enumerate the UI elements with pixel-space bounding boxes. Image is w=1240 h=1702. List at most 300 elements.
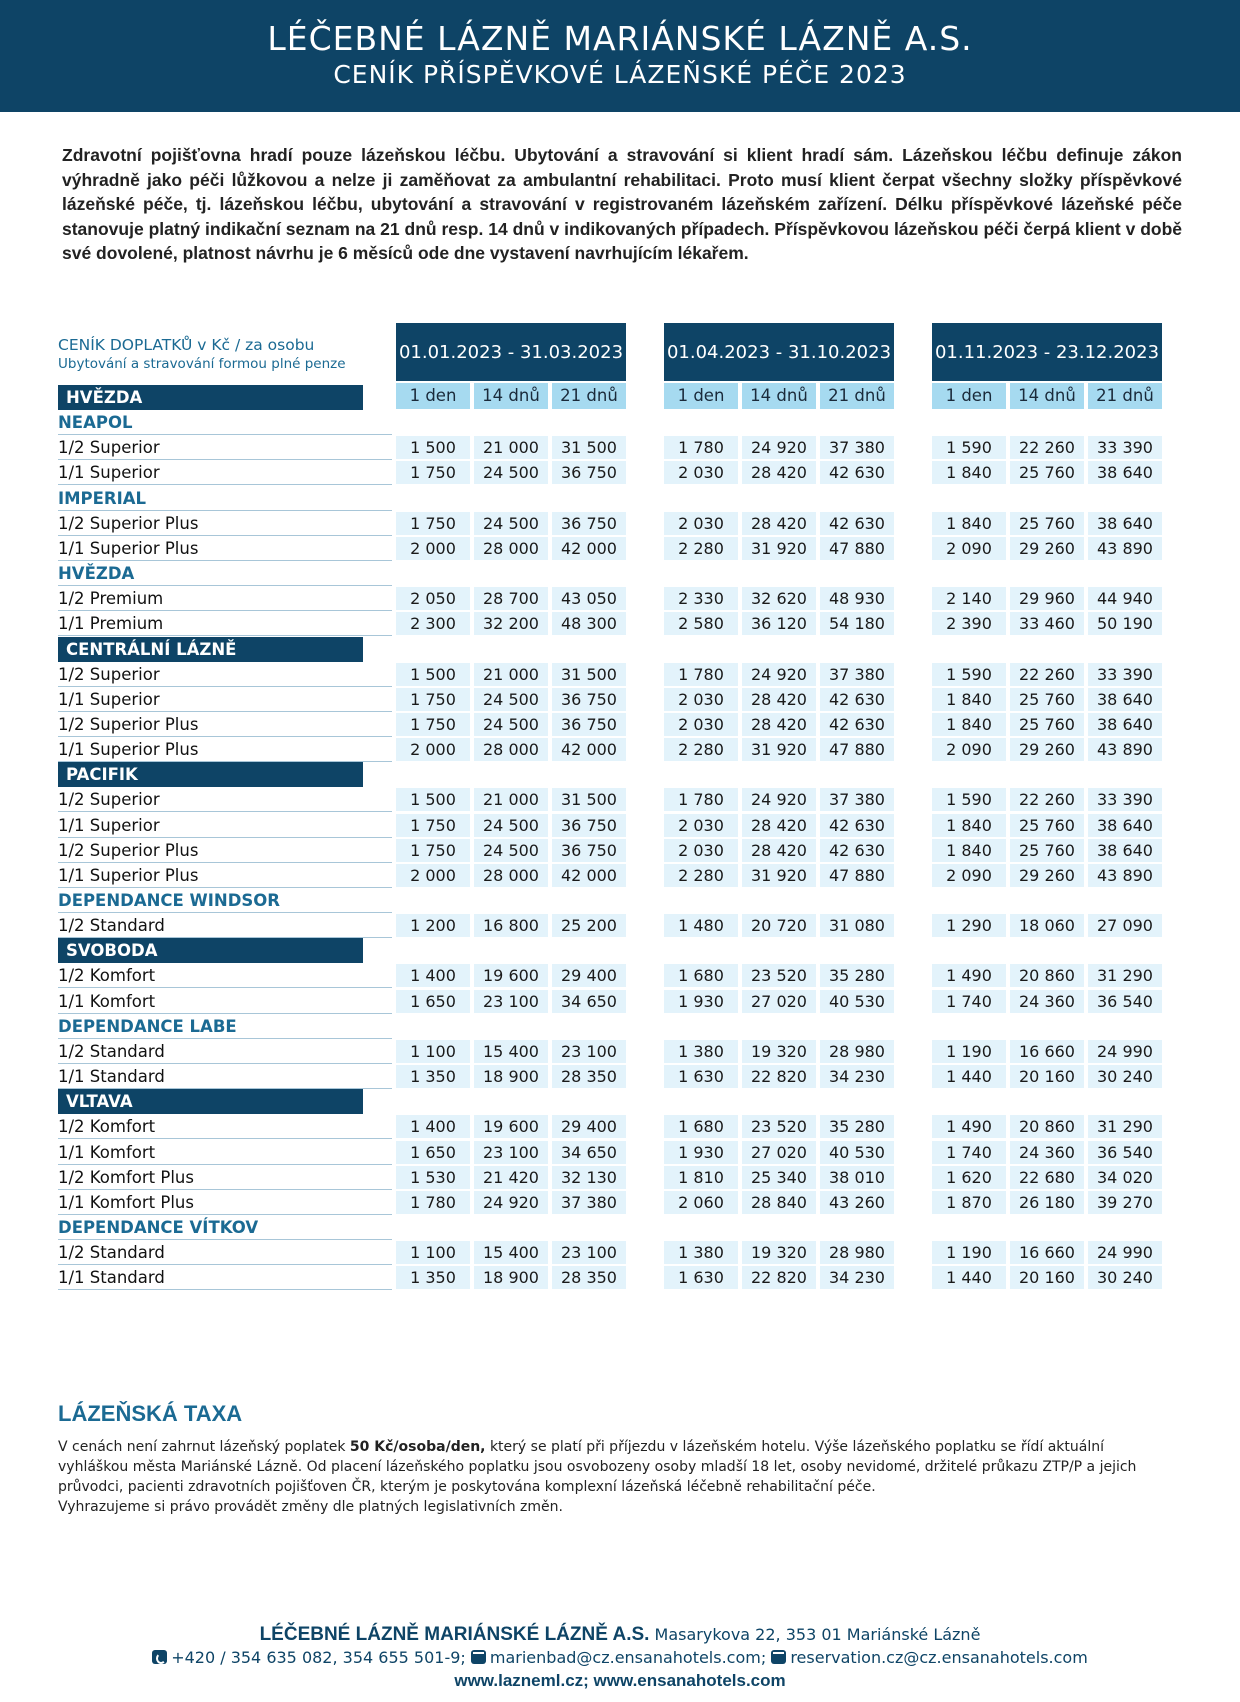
footer-phone: +420 / 354 635 082, 354 655 501-9;: [171, 1648, 466, 1667]
room-type: 1/2 Komfort: [58, 963, 392, 988]
price-cell: 34 230: [820, 1266, 894, 1289]
price-cell: 28 420: [742, 512, 816, 535]
price-cell: 1 840: [932, 713, 1006, 736]
table-row: [58, 611, 1183, 636]
price-cell: 33 460: [1010, 612, 1084, 635]
price-cell: 19 600: [474, 964, 548, 987]
price-cell: 33 390: [1088, 788, 1162, 811]
email-icon: [771, 1650, 786, 1664]
price-cell: 25 200: [552, 914, 626, 937]
price-cell: 25 760: [1010, 839, 1084, 862]
price-cell: 2 280: [664, 738, 738, 761]
price-cell: 2 140: [932, 587, 1006, 610]
price-cell: 29 260: [1010, 864, 1084, 887]
price-cell: 42 630: [820, 839, 894, 862]
room-type: 1/1 Komfort Plus: [58, 1190, 392, 1215]
price-cell: 16 660: [1010, 1241, 1084, 1264]
price-cell: 1 750: [396, 814, 470, 837]
price-cell: 24 360: [1010, 990, 1084, 1013]
price-cell: 29 400: [552, 964, 626, 987]
room-type: 1/1 Superior: [58, 687, 392, 712]
price-cell: 1 630: [664, 1065, 738, 1088]
hotel-name: VLTAVA: [58, 1089, 363, 1114]
room-type: 1/1 Superior Plus: [58, 536, 392, 561]
price-cell: 42 630: [820, 713, 894, 736]
price-cell: 1 870: [932, 1191, 1006, 1214]
price-cell: 43 050: [552, 587, 626, 610]
price-cell: 31 080: [820, 914, 894, 937]
room-type: 1/1 Komfort: [58, 1140, 392, 1165]
email-icon: [471, 1650, 486, 1664]
table-row: [58, 787, 1183, 812]
price-cell: 1 840: [932, 814, 1006, 837]
price-cell: 20 720: [742, 914, 816, 937]
spa-tax-title: LÁZEŇSKÁ TAXA: [58, 1401, 243, 1426]
price-cell: 42 630: [820, 814, 894, 837]
price-cell: 1 350: [396, 1266, 470, 1289]
price-cell: 2 090: [932, 864, 1006, 887]
price-cell: 36 750: [552, 512, 626, 535]
price-cell: 23 520: [742, 1115, 816, 1138]
room-type: 1/1 Standard: [58, 1064, 392, 1089]
price-cell: 1 590: [932, 436, 1006, 459]
table-row: [58, 586, 1183, 611]
price-cell: 47 880: [820, 864, 894, 887]
room-type: 1/1 Superior Plus: [58, 737, 392, 762]
price-cell: 20 160: [1010, 1266, 1084, 1289]
price-cell: 30 240: [1088, 1266, 1162, 1289]
price-cell: 19 320: [742, 1241, 816, 1264]
price-cell: 1 290: [932, 914, 1006, 937]
price-cell: 20 860: [1010, 964, 1084, 987]
table-row: [58, 1240, 1183, 1265]
footer-company-line: [0, 1624, 1240, 1646]
phone-icon: [152, 1650, 167, 1664]
price-cell: 38 640: [1088, 688, 1162, 711]
hotel-heading-row: [58, 385, 1183, 410]
room-type: 1/1 Superior: [58, 813, 392, 838]
price-cell: 20 160: [1010, 1065, 1084, 1088]
price-cell: 1 650: [396, 1141, 470, 1164]
price-cell: 24 500: [474, 512, 548, 535]
price-cell: 2 050: [396, 587, 470, 610]
price-cell: 28 840: [742, 1191, 816, 1214]
footer-email-2[interactable]: reservation.cz@cz.ensanahotels.com: [790, 1648, 1088, 1667]
price-cell: 42 630: [820, 688, 894, 711]
table-row: [58, 460, 1183, 485]
price-cell: 31 290: [1088, 1115, 1162, 1138]
price-cell: 43 890: [1088, 738, 1162, 761]
room-type: 1/1 Superior: [58, 460, 392, 485]
price-cell: 24 500: [474, 713, 548, 736]
hotel-name: IMPERIAL: [58, 486, 392, 511]
table-row: [58, 989, 1183, 1014]
price-cell: 21 000: [474, 436, 548, 459]
hotel-heading-row: [58, 762, 1183, 787]
price-cell: 42 000: [552, 864, 626, 887]
price-cell: 1 930: [664, 1141, 738, 1164]
price-cell: 28 980: [820, 1241, 894, 1264]
price-cell: 43 890: [1088, 537, 1162, 560]
price-cell: 28 980: [820, 1040, 894, 1063]
price-cell: 1 500: [396, 663, 470, 686]
price-cell: 34 230: [820, 1065, 894, 1088]
table-row: [58, 1039, 1183, 1064]
price-cell: 36 540: [1088, 990, 1162, 1013]
price-cell: 1 650: [396, 990, 470, 1013]
price-cell: 31 290: [1088, 964, 1162, 987]
price-cell: 1 680: [664, 1115, 738, 1138]
price-cell: 2 000: [396, 738, 470, 761]
period-header: 01.11.2023 - 23.12.2023: [932, 323, 1162, 381]
price-cell: 42 000: [552, 537, 626, 560]
price-cell: 1 190: [932, 1040, 1006, 1063]
hotel-heading-row: [58, 561, 1183, 586]
price-cell: 32 620: [742, 587, 816, 610]
price-cell: 38 640: [1088, 839, 1162, 862]
price-cell: 29 960: [1010, 587, 1084, 610]
footer-company: LÉČEBNÉ LÁZNĚ MARIÁNSKÉ LÁZNĚ A.S.: [259, 1624, 650, 1645]
price-cell: 1 840: [932, 839, 1006, 862]
price-cell: 1 680: [664, 964, 738, 987]
price-cell: 2 300: [396, 612, 470, 635]
price-cell: 35 280: [820, 964, 894, 987]
spa-tax-section: [58, 1401, 1178, 1517]
hotel-heading-row: [58, 637, 1183, 662]
price-cell: 23 100: [474, 1141, 548, 1164]
hotel-heading-row: [58, 1089, 1183, 1114]
price-cell: 1 750: [396, 461, 470, 484]
price-cell: 16 660: [1010, 1040, 1084, 1063]
price-cell: 1 380: [664, 1241, 738, 1264]
table-row: [58, 511, 1183, 536]
price-cell: 28 420: [742, 461, 816, 484]
price-cell: 1 740: [932, 1141, 1006, 1164]
table-row: [58, 1265, 1183, 1290]
room-type: 1/2 Superior Plus: [58, 712, 392, 737]
table-row: [58, 737, 1183, 762]
price-cell: 44 940: [1088, 587, 1162, 610]
price-cell: 1 440: [932, 1065, 1006, 1088]
room-type: 1/2 Superior Plus: [58, 838, 392, 863]
room-type: 1/2 Standard: [58, 913, 392, 938]
price-cell: 28 350: [552, 1065, 626, 1088]
price-cell: 25 340: [742, 1166, 816, 1189]
price-cell: 24 990: [1088, 1241, 1162, 1264]
price-cell: 33 390: [1088, 436, 1162, 459]
room-type: 1/2 Komfort: [58, 1114, 392, 1139]
price-cell: 28 420: [742, 713, 816, 736]
price-cell: 37 380: [820, 788, 894, 811]
price-cell: 1 590: [932, 788, 1006, 811]
price-cell: 28 000: [474, 537, 548, 560]
price-cell: 15 400: [474, 1241, 548, 1264]
table-row: [58, 1114, 1183, 1139]
price-cell: 1 350: [396, 1065, 470, 1088]
price-cell: 24 360: [1010, 1141, 1084, 1164]
room-type: 1/2 Standard: [58, 1039, 392, 1064]
price-cell: 31 500: [552, 663, 626, 686]
price-cell: 23 100: [552, 1040, 626, 1063]
price-cell: 33 390: [1088, 663, 1162, 686]
price-cell: 1 750: [396, 839, 470, 862]
price-cell: 22 260: [1010, 436, 1084, 459]
price-cell: 23 100: [474, 990, 548, 1013]
price-cell: 50 190: [1088, 612, 1162, 635]
price-cell: 27 020: [742, 1141, 816, 1164]
price-cell: 47 880: [820, 537, 894, 560]
price-cell: 42 630: [820, 461, 894, 484]
price-cell: 48 300: [552, 612, 626, 635]
price-cell: 35 280: [820, 1115, 894, 1138]
hotel-name: CENTRÁLNÍ LÁZNĚ: [58, 637, 363, 662]
price-cell: 28 420: [742, 814, 816, 837]
price-cell: 25 760: [1010, 688, 1084, 711]
price-cell: 1 780: [664, 788, 738, 811]
price-cell: 1 750: [396, 688, 470, 711]
price-cell: 1 490: [932, 1115, 1006, 1138]
price-cell: 37 380: [552, 1191, 626, 1214]
price-cell: 1 740: [932, 990, 1006, 1013]
price-cell: 1 500: [396, 436, 470, 459]
price-cell: 38 640: [1088, 713, 1162, 736]
table-row: [58, 1140, 1183, 1165]
price-cell: 34 650: [552, 1141, 626, 1164]
price-cell: 42 630: [820, 512, 894, 535]
hotel-name: SVOBODA: [58, 938, 363, 963]
table-row: [58, 913, 1183, 938]
price-cell: 2 030: [664, 688, 738, 711]
price-cell: 23 520: [742, 964, 816, 987]
price-cell: 28 420: [742, 688, 816, 711]
price-cell: 1 440: [932, 1266, 1006, 1289]
price-cell: 24 920: [742, 788, 816, 811]
table-row: [58, 1165, 1183, 1190]
footer: [0, 1624, 1240, 1692]
price-cell: 1 480: [664, 914, 738, 937]
price-cell: 1 780: [664, 663, 738, 686]
price-cell: 31 500: [552, 788, 626, 811]
table-row: [58, 687, 1183, 712]
price-cell: 27 090: [1088, 914, 1162, 937]
price-cell: 22 820: [742, 1266, 816, 1289]
period-header: 01.04.2023 - 31.10.2023: [664, 323, 894, 381]
table-row: [58, 536, 1183, 561]
footer-contacts: [0, 1646, 1240, 1670]
price-cell: 1 590: [932, 663, 1006, 686]
price-cell: 1 780: [664, 436, 738, 459]
price-cell: 28 350: [552, 1266, 626, 1289]
price-cell: 48 930: [820, 587, 894, 610]
table-row: [58, 863, 1183, 888]
table-label-subtitle: Ubytování a stravování formou plné penze: [58, 356, 346, 372]
price-cell: 24 500: [474, 814, 548, 837]
price-cell: 1 400: [396, 964, 470, 987]
price-cell: 36 750: [552, 688, 626, 711]
price-cell: 2 390: [932, 612, 1006, 635]
price-cell: 36 750: [552, 713, 626, 736]
price-cell: 1 100: [396, 1040, 470, 1063]
price-cell: 2 030: [664, 839, 738, 862]
day-column-header: 21 dnů: [552, 383, 626, 409]
header-banner: [0, 0, 1240, 112]
price-cell: 2 000: [396, 864, 470, 887]
price-cell: 31 920: [742, 738, 816, 761]
price-cell: 25 760: [1010, 713, 1084, 736]
price-cell: 2 090: [932, 738, 1006, 761]
day-column-header: 1 den: [932, 383, 1006, 409]
price-cell: 1 750: [396, 713, 470, 736]
footer-email-1[interactable]: marienbad@cz.ensanahotels.com;: [489, 1648, 767, 1667]
price-cell: 1 190: [932, 1241, 1006, 1264]
price-cell: 22 820: [742, 1065, 816, 1088]
price-cell: 1 620: [932, 1166, 1006, 1189]
hotel-heading-row: [58, 888, 1183, 913]
spa-tax-note: Vyhrazujeme si právo provádět změny dle platných legislativních změn.: [58, 1499, 563, 1515]
day-column-header: 14 dnů: [742, 383, 816, 409]
price-cell: 29 260: [1010, 738, 1084, 761]
price-cell: 19 600: [474, 1115, 548, 1138]
price-cell: 2 030: [664, 713, 738, 736]
price-cell: 2 030: [664, 512, 738, 535]
price-cell: 31 500: [552, 436, 626, 459]
price-cell: 24 990: [1088, 1040, 1162, 1063]
price-cell: 36 750: [552, 839, 626, 862]
price-cell: 24 500: [474, 461, 548, 484]
hotel-heading-row: [58, 1215, 1183, 1240]
price-cell: 42 000: [552, 738, 626, 761]
table-row: [58, 1190, 1183, 1215]
room-type: 1/2 Komfort Plus: [58, 1165, 392, 1190]
price-cell: 40 530: [820, 1141, 894, 1164]
price-cell: 22 260: [1010, 663, 1084, 686]
price-cell: 28 420: [742, 839, 816, 862]
price-cell: 29 400: [552, 1115, 626, 1138]
price-cell: 24 500: [474, 688, 548, 711]
price-cell: 27 020: [742, 990, 816, 1013]
price-cell: 16 800: [474, 914, 548, 937]
intro-paragraph: Zdravotní pojišťovna hradí pouze lázeňskou léčbu. Ubytování a stravování si klient hradí sám. Lázeňskou léčbu definuje zákon výhradně jako péči lůžkovou a nelze ji zaměňovat za ambulantní rehabilitaci. Proto musí klient čerpat všechny složky příspěvkové lázeňské péče, tj. lázeňskou léčbu, ubytování a stravování v registrovaném lázeňském zařízení. Délku příspěvkové lázeňské péče stanovuje platný indikační seznam na 21 dnů resp. 14 dnů v indikovaných případech. Příspěvkovou lázeňskou péči čerpá klient v době své dovolené, platnost návrhu je 6 měsíců ode dne vystavení navrhujícím lékařem.: [62, 145, 1182, 263]
hotel-name: NEAPOL: [58, 410, 392, 435]
price-cell: 1 380: [664, 1040, 738, 1063]
price-cell: 34 650: [552, 990, 626, 1013]
room-type: 1/1 Komfort: [58, 989, 392, 1014]
price-cell: 31 920: [742, 537, 816, 560]
table-label: [58, 335, 388, 373]
price-cell: 1 490: [932, 964, 1006, 987]
room-type: 1/2 Superior: [58, 435, 392, 460]
day-column-header: 21 dnů: [820, 383, 894, 409]
hotel-name: HVĚZDA: [58, 385, 363, 410]
table-row: [58, 662, 1183, 687]
room-type: 1/2 Superior: [58, 787, 392, 812]
room-type: 1/2 Standard: [58, 1240, 392, 1265]
price-cell: 36 750: [552, 814, 626, 837]
price-cell: 25 760: [1010, 814, 1084, 837]
price-cell: 28 000: [474, 738, 548, 761]
hotel-name: DEPENDANCE WINDSOR: [58, 888, 392, 913]
price-cell: 2 330: [664, 587, 738, 610]
footer-address: Masarykova 22, 353 01 Mariánské Lázně: [654, 1625, 981, 1644]
price-cell: 21 000: [474, 788, 548, 811]
table-row: [58, 1064, 1183, 1089]
table-row: [58, 963, 1183, 988]
price-cell: 19 320: [742, 1040, 816, 1063]
price-cell: 1 100: [396, 1241, 470, 1264]
price-cell: 2 280: [664, 537, 738, 560]
table-row: [58, 838, 1183, 863]
price-cell: 2 030: [664, 461, 738, 484]
price-cell: 24 920: [742, 436, 816, 459]
price-cell: 22 260: [1010, 788, 1084, 811]
price-cell: 36 120: [742, 612, 816, 635]
day-column-header: 21 dnů: [1088, 383, 1162, 409]
price-cell: 1 840: [932, 461, 1006, 484]
hotel-heading-row: [58, 410, 1183, 435]
price-cell: 2 280: [664, 864, 738, 887]
day-column-header: 1 den: [396, 383, 470, 409]
price-cell: 24 500: [474, 839, 548, 862]
price-cell: 1 810: [664, 1166, 738, 1189]
hotel-heading-row: [58, 486, 1183, 511]
day-column-header: 14 dnů: [474, 383, 548, 409]
price-cell: 2 060: [664, 1191, 738, 1214]
price-cell: 1 780: [396, 1191, 470, 1214]
price-cell: 40 530: [820, 990, 894, 1013]
room-type: 1/2 Superior Plus: [58, 511, 392, 536]
hotel-name: DEPENDANCE VÍTKOV: [58, 1215, 392, 1240]
spa-tax-text: V cenách není zahrnut lázeňský poplatek 50 Kč/osoba/den, který se platí při příjezdu v lázeňském hotelu. Výše lázeňského poplatku se řídí aktuální vyhláškou města Mariánské Lázně. Od placení lázeňského poplatku jsou osvobozeny osoby mladší 18 let, osoby nevidomé, držitelé průkazu ZTP/P a jejich průvodci, pacienti zdravotních pojišťoven ČR, kterým je poskytována komplexní lázeňská léčebně rehabilitační péče.: [58, 1439, 1137, 1495]
price-cell: 25 760: [1010, 512, 1084, 535]
price-cell: 18 060: [1010, 914, 1084, 937]
price-cell: 15 400: [474, 1040, 548, 1063]
day-column-header: 14 dnů: [1010, 383, 1084, 409]
price-cell: 38 010: [820, 1166, 894, 1189]
price-cell: 1 840: [932, 688, 1006, 711]
price-cell: 36 750: [552, 461, 626, 484]
price-cell: 43 890: [1088, 864, 1162, 887]
price-cell: 31 920: [742, 864, 816, 887]
price-cell: 2 580: [664, 612, 738, 635]
table-row: [58, 813, 1183, 838]
hotel-heading-row: [58, 1014, 1183, 1039]
room-type: 1/1 Standard: [58, 1265, 392, 1290]
price-cell: 22 680: [1010, 1166, 1084, 1189]
price-cell: 25 760: [1010, 461, 1084, 484]
footer-web[interactable]: www.lazneml.cz; www.ensanahotels.com: [454, 1671, 786, 1690]
price-cell: 1 930: [664, 990, 738, 1013]
price-cell: 18 900: [474, 1065, 548, 1088]
price-cell: 34 020: [1088, 1166, 1162, 1189]
price-cell: 1 530: [396, 1166, 470, 1189]
day-column-header: 1 den: [664, 383, 738, 409]
price-cell: 23 100: [552, 1241, 626, 1264]
price-cell: 2 000: [396, 537, 470, 560]
hotel-heading-row: [58, 938, 1183, 963]
price-cell: 21 000: [474, 663, 548, 686]
room-type: 1/1 Premium: [58, 611, 392, 636]
price-cell: 32 200: [474, 612, 548, 635]
room-type: 1/1 Superior Plus: [58, 863, 392, 888]
table-row: [58, 712, 1183, 737]
price-cell: 54 180: [820, 612, 894, 635]
price-cell: 1 840: [932, 512, 1006, 535]
price-cell: 2 030: [664, 814, 738, 837]
table-label-title: CENÍK DOPLATKŮ v Kč / za osobu: [58, 336, 315, 354]
price-cell: 38 640: [1088, 512, 1162, 535]
page-title: LÉČEBNÉ LÁZNĚ MARIÁNSKÉ LÁZNĚ A.S.: [267, 19, 973, 58]
price-cell: 20 860: [1010, 1115, 1084, 1138]
